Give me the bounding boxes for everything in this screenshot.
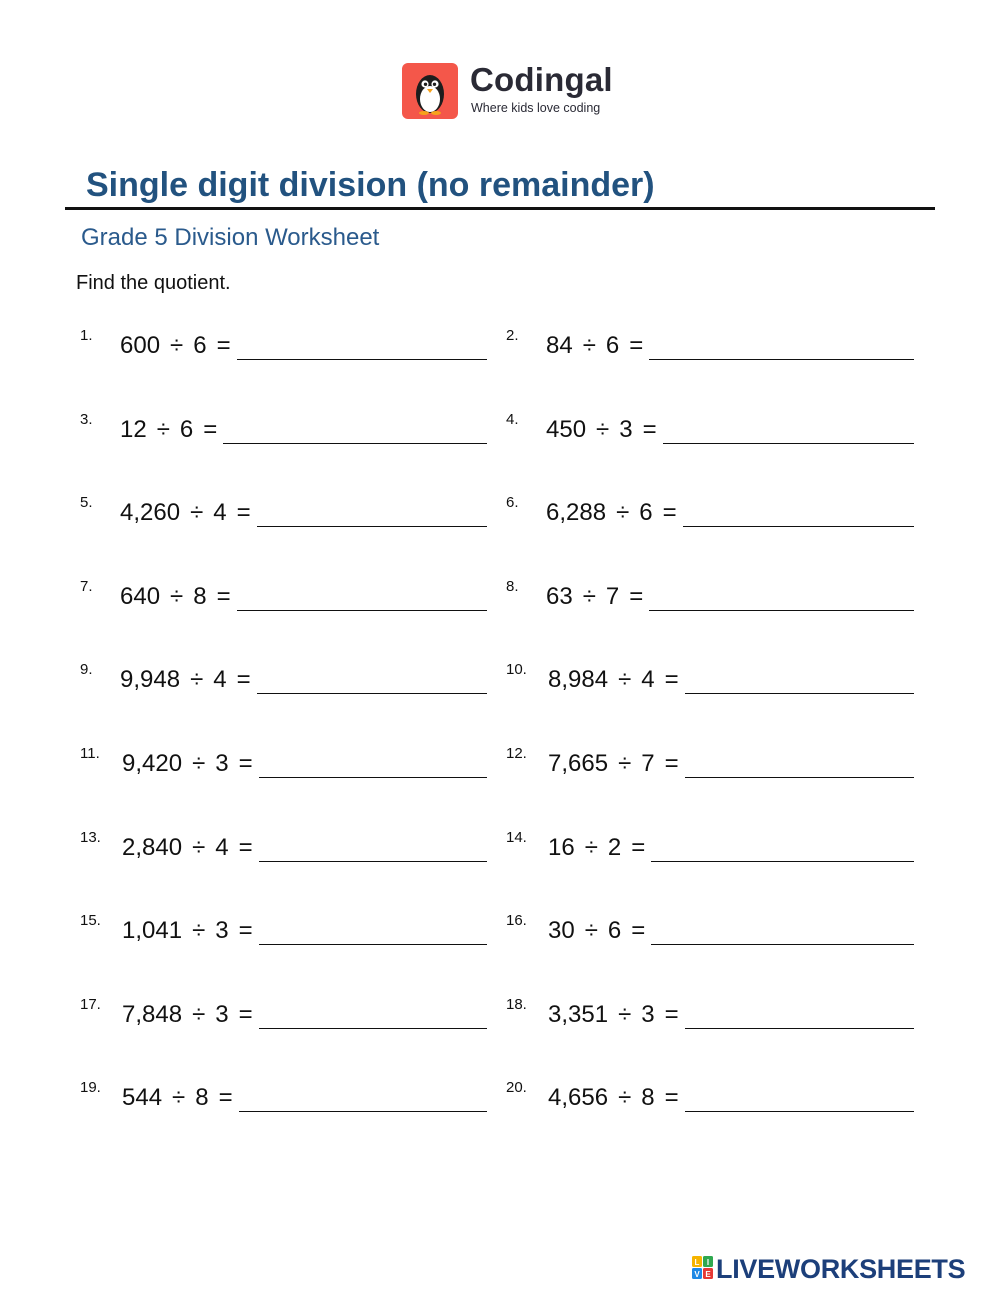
answer-field[interactable] — [651, 861, 914, 862]
dividend: 1,041 — [122, 917, 183, 944]
problem-18 — [506, 996, 914, 1032]
problem-number: 13. — [80, 829, 101, 846]
answer-field[interactable] — [257, 693, 487, 694]
problem-10 — [506, 661, 914, 697]
instructions: Find the quotient. — [76, 272, 231, 294]
division-sign: ÷ — [190, 499, 204, 526]
dividend: 4,656 — [548, 1084, 609, 1111]
division-sign: ÷ — [172, 1084, 186, 1111]
division-expression — [122, 834, 253, 862]
worksheet-subtitle: Grade 5 Division Worksheet — [81, 224, 380, 251]
divisor: 4 — [215, 834, 229, 861]
division-expression — [120, 499, 251, 527]
divisor: 6 — [605, 332, 620, 359]
problem-16 — [506, 912, 914, 948]
equals-sign: = — [662, 499, 677, 526]
answer-field[interactable] — [649, 359, 914, 360]
dividend: 640 — [120, 583, 161, 610]
divisor: 4 — [641, 666, 655, 693]
division-sign: ÷ — [618, 750, 632, 777]
problem-number: 3. — [80, 411, 93, 428]
svg-text:I: I — [706, 1258, 710, 1267]
answer-field[interactable] — [685, 1111, 914, 1112]
division-expression — [548, 917, 645, 945]
dividend: 7,665 — [548, 750, 609, 777]
problem-17 — [80, 996, 487, 1032]
problem-number: 4. — [506, 411, 519, 428]
dividend: 2,840 — [122, 834, 183, 861]
problem-19 — [80, 1079, 487, 1115]
divisor: 8 — [195, 1084, 209, 1111]
answer-field[interactable] — [685, 1028, 914, 1029]
answer-field[interactable] — [683, 526, 914, 527]
problem-4 — [506, 411, 914, 447]
divisor: 3 — [641, 1001, 655, 1028]
divisor: 6 — [179, 416, 194, 443]
equals-sign: = — [238, 1001, 253, 1028]
answer-field[interactable] — [685, 777, 914, 778]
equals-sign: = — [216, 332, 231, 359]
divisor: 2 — [607, 834, 622, 861]
worksheet-title: Single digit division (no remainder) — [86, 166, 655, 204]
dividend: 544 — [122, 1084, 163, 1111]
title-divider — [65, 207, 935, 210]
division-sign: ÷ — [596, 416, 610, 443]
dividend: 9,948 — [120, 666, 181, 693]
equals-sign: = — [664, 1001, 679, 1028]
equals-sign: = — [629, 332, 644, 359]
equals-sign: = — [236, 666, 251, 693]
problem-number: 14. — [506, 829, 527, 846]
division-expression — [548, 666, 679, 694]
divisor: 3 — [215, 917, 229, 944]
divisor: 6 — [607, 917, 622, 944]
problem-number: 10. — [506, 661, 527, 678]
problem-number: 19. — [80, 1079, 101, 1096]
division-sign: ÷ — [618, 666, 632, 693]
division-sign: ÷ — [192, 917, 206, 944]
divisor: 3 — [215, 750, 229, 777]
equals-sign: = — [629, 583, 644, 610]
problem-number: 11. — [80, 745, 100, 762]
equals-sign: = — [238, 750, 253, 777]
equals-sign: = — [218, 1084, 233, 1111]
brand-name: Codingal — [470, 61, 613, 98]
division-expression — [120, 666, 251, 694]
problem-2 — [506, 327, 914, 363]
dividend: 16 — [548, 834, 575, 861]
problem-13 — [80, 829, 487, 865]
answer-field[interactable] — [259, 861, 487, 862]
equals-sign: = — [642, 416, 657, 443]
answer-field[interactable] — [649, 610, 914, 611]
dividend: 4,260 — [120, 499, 181, 526]
answer-field[interactable] — [663, 443, 914, 444]
division-sign: ÷ — [584, 834, 598, 861]
divisor: 7 — [641, 750, 655, 777]
dividend: 3,351 — [548, 1001, 609, 1028]
problem-number: 20. — [506, 1079, 527, 1096]
equals-sign: = — [216, 583, 231, 610]
division-expression — [122, 750, 253, 778]
divisor: 8 — [641, 1084, 655, 1111]
division-expression — [548, 1084, 679, 1112]
codingal-logo — [402, 63, 622, 121]
dividend: 9,420 — [122, 750, 183, 777]
division-sign: ÷ — [616, 499, 630, 526]
divisor: 6 — [639, 499, 653, 526]
answer-field[interactable] — [237, 610, 487, 611]
problem-11 — [80, 745, 487, 781]
problem-8 — [506, 578, 914, 614]
division-expression — [546, 416, 657, 444]
divisor: 3 — [215, 1001, 229, 1028]
division-expression — [546, 499, 677, 527]
liveworksheets-logo-icon — [692, 1256, 714, 1280]
dividend: 63 — [546, 583, 573, 610]
equals-sign: = — [631, 917, 646, 944]
dividend: 12 — [120, 416, 147, 443]
divisor: 7 — [605, 583, 620, 610]
answer-field[interactable] — [651, 944, 914, 945]
divisor: 8 — [193, 583, 207, 610]
brand-tagline: Where kids love coding — [471, 101, 601, 115]
division-expression — [122, 1001, 253, 1029]
answer-field[interactable] — [259, 944, 487, 945]
problem-number: 15. — [80, 912, 101, 929]
answer-field[interactable] — [259, 777, 487, 778]
problem-number: 17. — [80, 996, 101, 1013]
divisor: 4 — [213, 666, 227, 693]
problem-1 — [80, 327, 487, 363]
problem-5 — [80, 494, 487, 530]
division-expression — [120, 583, 231, 611]
problem-12 — [506, 745, 914, 781]
division-sign: ÷ — [582, 332, 596, 359]
equals-sign: = — [238, 917, 253, 944]
division-sign: ÷ — [170, 583, 184, 610]
problem-number: 18. — [506, 996, 527, 1013]
dividend: 84 — [546, 332, 573, 359]
problem-number: 16. — [506, 912, 527, 929]
division-sign: ÷ — [192, 1001, 206, 1028]
equals-sign: = — [664, 666, 679, 693]
division-sign: ÷ — [170, 332, 184, 359]
problem-6 — [506, 494, 914, 530]
division-expression — [122, 917, 253, 945]
division-sign: ÷ — [192, 834, 206, 861]
division-expression — [548, 1001, 679, 1029]
problem-20 — [506, 1079, 914, 1115]
liveworksheets-footer — [692, 1254, 992, 1284]
answer-field[interactable] — [237, 359, 487, 360]
problem-number: 9. — [80, 661, 93, 678]
problem-15 — [80, 912, 487, 948]
dividend: 30 — [548, 917, 575, 944]
answer-field[interactable] — [257, 526, 487, 527]
dividend: 6,288 — [546, 499, 607, 526]
equals-sign: = — [203, 416, 218, 443]
problem-number: 5. — [80, 494, 93, 511]
division-expression — [122, 1084, 233, 1112]
equals-sign: = — [664, 1084, 679, 1111]
division-sign: ÷ — [584, 917, 598, 944]
problem-9 — [80, 661, 487, 697]
division-expression — [120, 416, 217, 444]
answer-field[interactable] — [239, 1111, 487, 1112]
svg-text:V: V — [694, 1270, 700, 1279]
division-sign: ÷ — [618, 1084, 632, 1111]
division-sign: ÷ — [582, 583, 596, 610]
problem-number: 6. — [506, 494, 519, 511]
division-sign: ÷ — [192, 750, 206, 777]
problem-3 — [80, 411, 487, 447]
problem-number: 1. — [80, 327, 93, 344]
problem-number: 2. — [506, 327, 519, 344]
division-expression — [120, 332, 231, 360]
division-sign: ÷ — [618, 1001, 632, 1028]
problem-7 — [80, 578, 487, 614]
answer-field[interactable] — [223, 443, 487, 444]
dividend: 600 — [120, 332, 161, 359]
equals-sign: = — [236, 499, 251, 526]
divisor: 3 — [619, 416, 633, 443]
answer-field[interactable] — [685, 693, 914, 694]
dividend: 7,848 — [122, 1001, 183, 1028]
equals-sign: = — [664, 750, 679, 777]
division-expression — [546, 332, 643, 360]
problem-number: 7. — [80, 578, 93, 595]
division-sign: ÷ — [156, 416, 170, 443]
division-sign: ÷ — [190, 666, 204, 693]
answer-field[interactable] — [259, 1028, 487, 1029]
divisor: 6 — [193, 332, 207, 359]
divisor: 4 — [213, 499, 227, 526]
equals-sign: = — [238, 834, 253, 861]
problem-14 — [506, 829, 914, 865]
dividend: 8,984 — [548, 666, 609, 693]
division-expression — [546, 583, 643, 611]
problem-number: 8. — [506, 578, 519, 595]
svg-text:L: L — [694, 1258, 700, 1267]
penguin-icon — [402, 63, 458, 119]
svg-text:E: E — [705, 1270, 711, 1279]
division-expression — [548, 834, 645, 862]
liveworksheets-wordmark: LIVEWORKSHEETS — [716, 1254, 966, 1284]
equals-sign: = — [631, 834, 646, 861]
division-expression — [548, 750, 679, 778]
problem-number: 12. — [506, 745, 527, 762]
dividend: 450 — [546, 416, 587, 443]
